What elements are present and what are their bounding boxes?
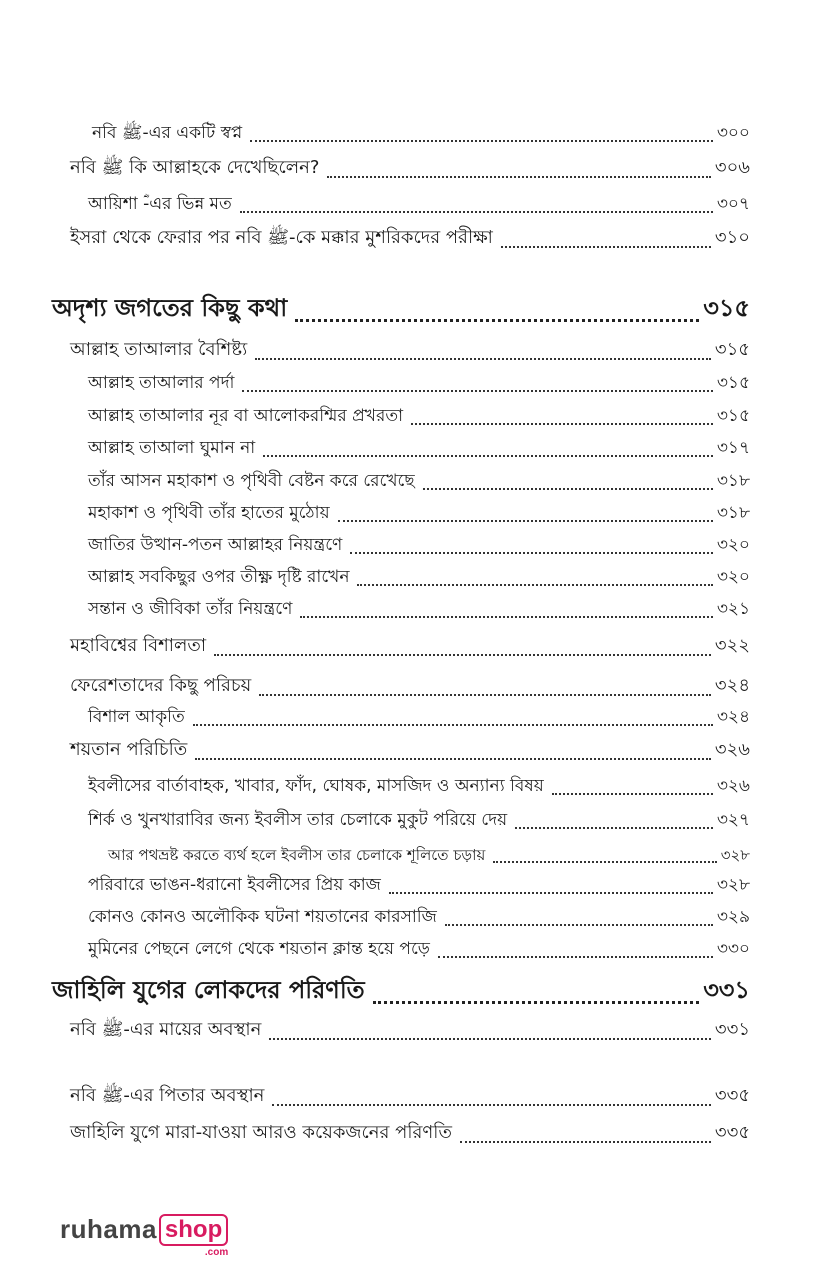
toc-page-number: ৩৩৫ [714, 1122, 750, 1143]
logo-right-group [159, 1214, 228, 1258]
toc-page-number: ৩১৫ [716, 373, 750, 393]
dot-leader [240, 211, 713, 213]
toc-page-number: ৩১০ [714, 227, 750, 248]
toc-entry-title: নবি ﷺ কি আল্লাহকে দেখেছিলেন? [70, 157, 320, 178]
toc-page-number: ৩২২ [714, 635, 750, 656]
dot-leader [214, 654, 711, 656]
toc-entry-title: নবি ﷺ-এর মায়ের অবস্থান [70, 1019, 262, 1040]
dot-leader [193, 724, 713, 726]
toc-entry[interactable] [88, 437, 750, 463]
toc-entry-title: ফেরেশতাদের কিছু পরিচয় [70, 675, 252, 696]
toc-entry-title: আল্লাহ তাআলার পর্দা [88, 373, 235, 393]
dot-leader [300, 616, 713, 618]
toc-entry-title: নবি ﷺ-এর পিতার অবস্থান [70, 1085, 265, 1106]
toc-page-number: ৩২০ [716, 567, 750, 587]
toc-entry[interactable] [88, 775, 750, 801]
toc-entry[interactable] [70, 228, 750, 254]
toc-entry-title: শির্ক ও খুনখারাবির জন্য ইবলীস তার চেলাকে মুকুট পরিয়ে দেয় [88, 810, 508, 830]
toc-entry-title: আয়িশা ؓ-এর ভিন্ন মত [88, 194, 232, 214]
toc-page-number: ৩২৬ [714, 739, 750, 760]
dot-leader [460, 1141, 711, 1143]
toc-page-number: ৩১৫ [703, 294, 750, 322]
dot-leader [501, 246, 711, 248]
toc-entry[interactable] [70, 1020, 750, 1046]
toc-entry-title: বিশাল আকৃতি [88, 707, 185, 727]
toc-entry-title: জাহিলি যুগে মারা-যাওয়া আরও কয়েকজনের পরিণতি [70, 1122, 452, 1143]
toc-chapter-title: অদৃশ্য জগতের কিছু কথা [52, 294, 288, 322]
toc-chapter-title: জাহিলি যুগের লোকদের পরিণতি [52, 976, 365, 1004]
dot-leader [250, 140, 713, 142]
dot-leader [423, 488, 713, 490]
toc-page-number: ৩১৮ [716, 503, 750, 523]
dot-leader [295, 319, 699, 322]
toc-entry[interactable] [88, 598, 750, 624]
dot-leader [263, 455, 713, 457]
toc-entry-title: আর পথভ্রষ্ট করতে ব্যর্থ হলে ইবলীস তার চেলাকে শূলিতে চড়ায় [108, 846, 486, 864]
toc-page-number: ৩২০ [716, 535, 750, 555]
toc-entry-title: মহাবিশ্বের বিশালতা [70, 635, 207, 656]
dot-leader [515, 827, 713, 829]
dot-leader [272, 1104, 711, 1106]
toc-entry[interactable] [88, 809, 750, 835]
toc-entry-title: সন্তান ও জীবিকা তাঁর নিয়ন্ত্রণে [88, 599, 293, 619]
toc-page-number: ৩২৪ [716, 707, 750, 727]
publisher-logo [60, 1214, 228, 1258]
toc-entry[interactable] [108, 843, 750, 869]
toc-entry[interactable] [88, 874, 750, 900]
toc-entry[interactable] [88, 566, 750, 592]
toc-page-number: ৩২৪ [714, 675, 750, 696]
toc-entry[interactable] [88, 534, 750, 560]
dot-leader [259, 694, 711, 696]
toc-entry-title: নবি ﷺ-এর একটি স্বপ্ন [92, 123, 243, 143]
dot-leader [269, 1038, 711, 1040]
toc-page-number: ৩১৫ [714, 339, 750, 360]
dot-leader [255, 358, 711, 360]
dot-leader [411, 423, 713, 425]
dot-leader [445, 924, 713, 926]
toc-entry[interactable] [88, 938, 750, 964]
toc-entry-title: ইসরা থেকে ফেরার পর নবি ﷺ-কে মক্কার মুশরিকদের পরীক্ষা [70, 227, 493, 248]
dot-leader [552, 793, 713, 795]
toc-page-number: ৩২৮ [716, 875, 750, 895]
toc-entry[interactable] [70, 1123, 750, 1149]
toc-entry[interactable] [92, 122, 750, 148]
dot-leader [338, 520, 713, 522]
toc-entry[interactable] [88, 706, 750, 732]
toc-page-number: ৩৩১ [714, 1019, 750, 1040]
toc-entry-title: আল্লাহ তাআলার বৈশিষ্ট্য [70, 339, 248, 360]
dot-leader [350, 552, 713, 554]
toc-entry[interactable] [88, 372, 750, 398]
toc-entry-title: আল্লাহ তাআলা ঘুমান না [88, 438, 256, 458]
toc-page-number: ৩২৬ [716, 776, 750, 796]
toc-entry-title: মুমিনের পেছনে লেগে থেকে শয়তান ক্লান্ত হয়ে পড়ে [88, 939, 430, 959]
toc-entry[interactable] [70, 740, 750, 766]
toc-page-number: ৩০৬ [714, 157, 750, 178]
logo-suffix: .com [204, 1247, 229, 1258]
toc-entry-title: কোনও কোনও অলৌকিক ঘটনা শয়তানের কারসাজি [88, 907, 437, 927]
toc-page-number: ৩১৮ [716, 471, 750, 491]
toc-page-number: ৩২৭ [716, 810, 750, 830]
toc-page-number: ৩৩৫ [714, 1085, 750, 1106]
logo-text-right: shop [159, 1214, 228, 1246]
dot-leader [327, 176, 710, 178]
toc-entry[interactable] [70, 1086, 750, 1112]
toc-page-number: ৩২৮ [720, 846, 750, 864]
toc-entry-title: আল্লাহ সবকিছুর ওপর তীক্ষ্ণ দৃষ্টি রাখেন [88, 567, 350, 587]
toc-entry[interactable] [70, 636, 750, 662]
toc-entry-title: শয়তান পরিচিতি [70, 739, 188, 760]
toc-entry-title: আল্লাহ তাআলার নূর বা আলোকরশ্মির প্রখরতা [88, 406, 404, 426]
toc-page-number: ৩২১ [716, 599, 750, 619]
dot-leader [438, 956, 713, 958]
toc-entry-title: পরিবারে ভাঙন-ধরানো ইবলীসের প্রিয় কাজ [88, 875, 381, 895]
dot-leader [493, 861, 716, 863]
toc-page-number: ৩০৭ [716, 194, 750, 214]
toc-chapter[interactable] [52, 296, 750, 330]
toc-page-number: ৩১৫ [716, 406, 750, 426]
logo-text-left: ruhama [60, 1214, 157, 1244]
toc-entry[interactable] [70, 340, 750, 366]
dot-leader [195, 758, 711, 760]
toc-entry-title: ইবলীসের বার্তাবাহক, খাবার, ফাঁদ, ঘোষক, মাসজিদ ও অন্যান্য বিষয় [88, 776, 544, 796]
toc-chapter[interactable] [52, 978, 750, 1012]
toc-entry-title: তাঁর আসন মহাকাশ ও পৃথিবী বেষ্টন করে রেখেছে [88, 471, 415, 491]
dot-leader [389, 892, 713, 894]
toc-entry-title: জাতির উত্থান-পতন আল্লাহর নিয়ন্ত্রণে [88, 535, 343, 555]
dot-leader [357, 584, 712, 586]
toc-entry[interactable] [88, 193, 750, 219]
toc-entry-title: মহাকাশ ও পৃথিবী তাঁর হাতের মুঠোয় [88, 503, 330, 523]
toc-page-number: ৩০০ [716, 123, 750, 143]
toc-page-number: ৩৩০ [716, 939, 750, 959]
toc-page-number: ৩২৯ [716, 907, 750, 927]
toc-entry[interactable] [70, 158, 750, 184]
toc-entry[interactable] [88, 470, 750, 496]
toc-entry[interactable] [88, 906, 750, 932]
toc-entry[interactable] [88, 405, 750, 431]
toc-entry[interactable] [88, 502, 750, 528]
toc-page-number: ৩১৭ [716, 438, 750, 458]
toc-entry[interactable] [70, 676, 750, 702]
dot-leader [242, 390, 712, 392]
dot-leader [373, 1001, 700, 1004]
toc-page-number: ৩৩১ [703, 976, 750, 1004]
